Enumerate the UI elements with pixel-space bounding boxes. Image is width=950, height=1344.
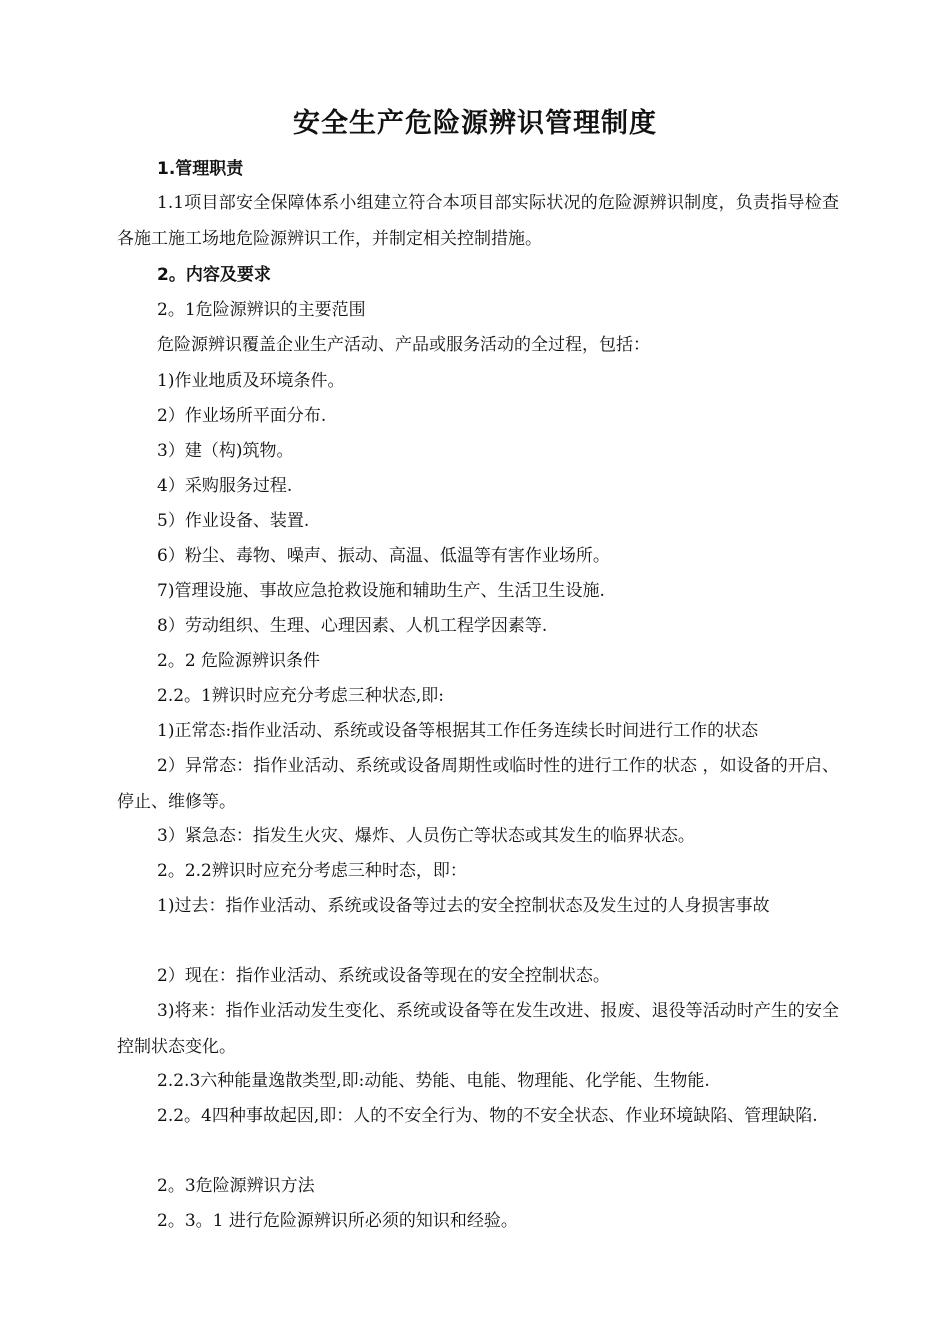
subsection-2-3-1: 2。3。1 进行危险源辨识所必须的知识和经验。 (157, 1211, 518, 1231)
list-item-6: 6）粉尘、毒物、噪声、振动、高温、低温等有害作业场所。 (157, 546, 610, 566)
state-normal: 1)正常态:指作业活动、系统或设备等根据其工作任务连续长时间进行工作的状态 (157, 721, 759, 741)
list-item-1: 1)作业地质及环境条件。 (157, 371, 345, 391)
document-title: 安全生产危险源辨识管理制度 (293, 108, 657, 139)
paragraph-scope: 危险源辨识覆盖企业生产活动、产品或服务活动的全过程，包括： (157, 335, 650, 355)
subsection-2-3: 2。3危险源辨识方法 (157, 1176, 315, 1196)
tense-future: 3)将来：指作业活动发生变化、系统或设备等在发生改进、报废、退役等活动时产生的安全控制状态变化。 (117, 1001, 839, 1057)
subsection-2-2-2: 2。2.2辨识时应充分考虑三种时态，即： (157, 861, 467, 881)
subsection-2-2-1: 2.2。1辨识时应充分考虑三种状态,即: (157, 686, 444, 706)
list-item-5: 5）作业设备、装置. (157, 511, 310, 531)
subsection-2-2-3: 2.2.3六种能量逸散类型,即:动能、势能、电能、物理能、化学能、生物能. (157, 1071, 710, 1091)
state-emergency: 3）紧急态：指发生火灾、爆炸、人员伤亡等状态或其发生的临界状态。 (157, 826, 695, 846)
list-item-7: 7)管理设施、事故应急抢救设施和辅助生产、生活卫生设施. (157, 581, 605, 601)
section-heading-1: 1.管理职责 (157, 159, 244, 179)
list-item-4: 4）采购服务过程. (157, 476, 293, 496)
section-heading-2: 2。内容及要求 (157, 265, 271, 285)
state-abnormal: 2）异常态：指作业活动、系统或设备周期性或临时性的进行工作的状态 ，如设备的开启、停止、维修等。 (117, 756, 839, 812)
tense-present: 2）现在：指作业活动、系统或设备等现在的安全控制状态。 (157, 966, 610, 986)
list-item-3: 3）建（构)筑物。 (157, 441, 294, 461)
tense-past: 1)过去：指作业活动、系统或设备等过去的安全控制状态及发生过的人身损害事故 (157, 896, 770, 916)
subsection-2-2-4: 2.2。4四种事故起因,即：人的不安全行为、物的不安全状态、作业环境缺陷、管理缺陷. (157, 1106, 818, 1126)
paragraph-1-1: 1.1项目部安全保障体系小组建立符合本项目部实际状况的危险源辨识制度，负责指导检查各施工施工场地危险源辨识工作，并制定相关控制措施。 (117, 193, 839, 249)
subsection-2-1: 2。1危险源辨识的主要范围 (157, 300, 366, 320)
subsection-2-2: 2。2 危险源辨识条件 (157, 651, 321, 671)
list-item-8: 8）劳动组织、生理、心理因素、人机工程学因素等. (157, 616, 548, 636)
list-item-2: 2）作业场所平面分布. (157, 406, 327, 426)
